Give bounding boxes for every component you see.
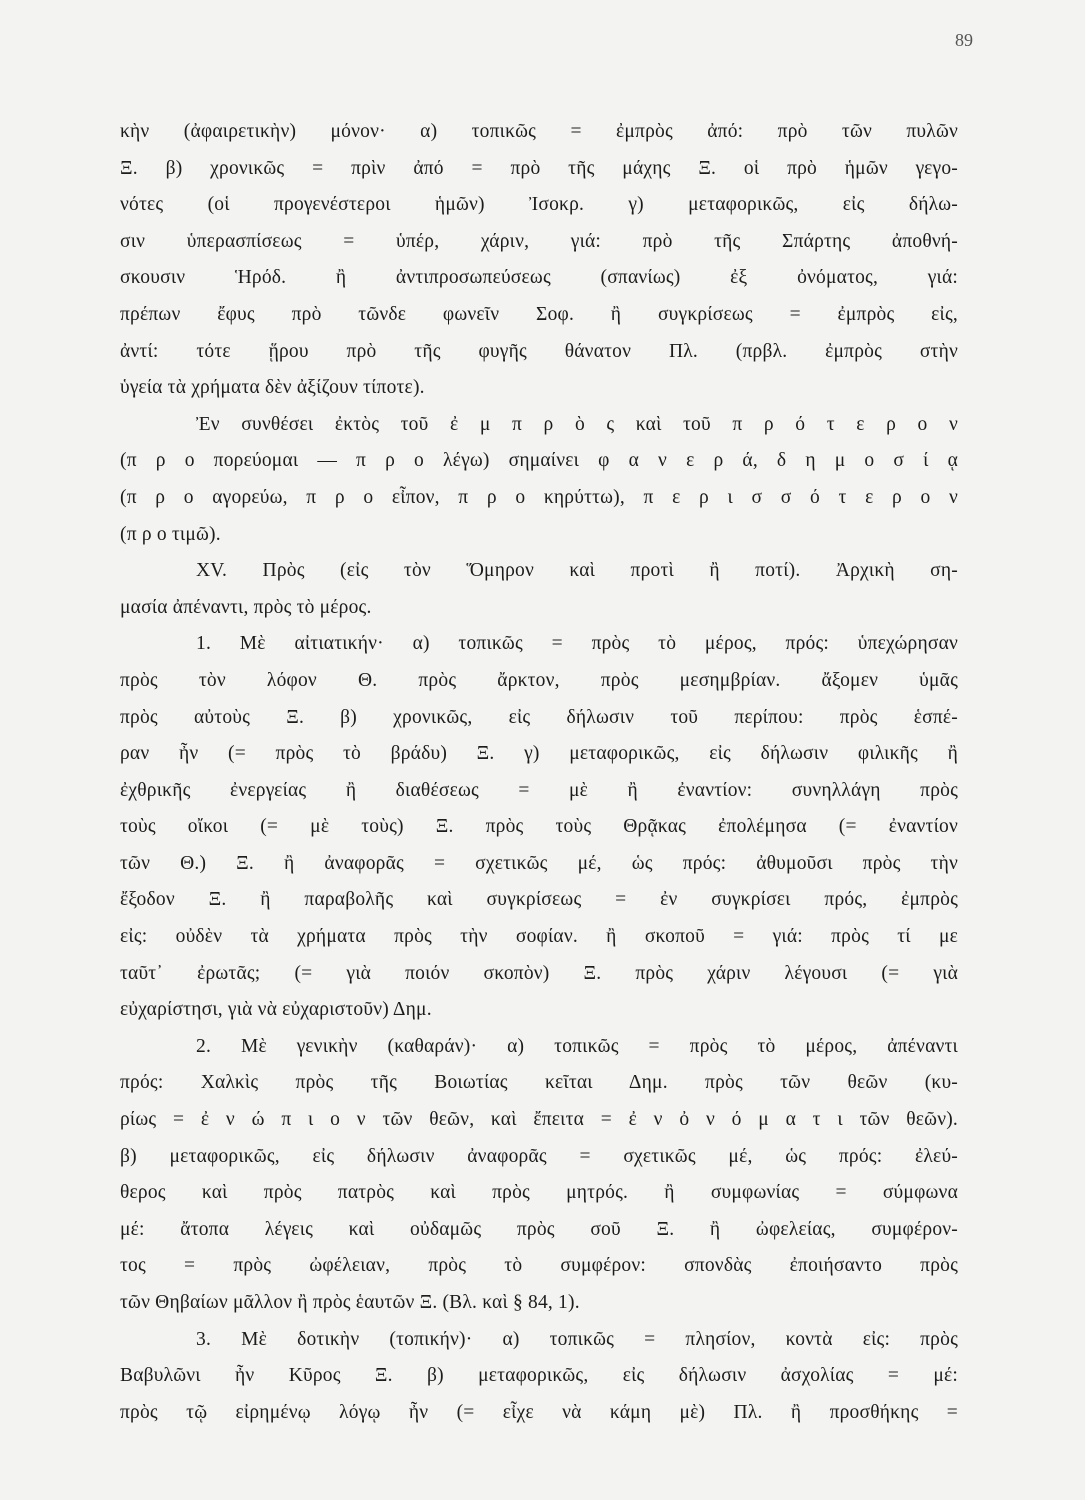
text-line: κὴν (ἀφαιρετικὴν) μόνον· α) τοπικῶς = ἐμπρὸς ἀπό: πρὸ τῶν πυλῶν <box>120 121 958 142</box>
text-line: (π ρ ο πορεύομαι — π ρ ο λέγω) σημαίνει φ α ν ε ρ ά, δ η μ ο σ ί ᾳ <box>120 450 958 472</box>
text-line: Ξ. β) χρονικῶς = πρὶν ἀπό = πρὸ τῆς μάχης Ξ. οἱ πρὸ ἡμῶν γεγο- <box>120 157 958 179</box>
body-text <box>120 114 958 1431</box>
text-line: σιν ὑπερασπίσεως = ὑπέρ, χάριν, γιά: πρὸ τῆς Σπάρτης ἀποθνή- <box>120 230 958 252</box>
text-line: θερος καὶ πρὸς πατρὸς καὶ πρὸς μητρός. ἢ συμφωνίας = σύμφωνα <box>120 1182 958 1204</box>
text-line: Βαβυλῶνι ἦν Κῦρος Ξ. β) μεταφορικῶς, εἰς δήλωσιν ἀσχολίας = μέ: <box>120 1365 958 1387</box>
text-line: πρὸς τῷ εἰρημένῳ λόγῳ ἦν (= εἶχε νὰ κάμη μὲ) Πλ. ἢ προσθήκης = <box>120 1401 958 1423</box>
text-line: β) μεταφορικῶς, εἰς δήλωσιν ἀναφορᾶς = σχετικῶς μέ, ὡς πρός: ἐλεύ- <box>120 1145 958 1167</box>
text-line: τῶν Θ.) Ξ. ἢ ἀναφορᾶς = σχετικῶς μέ, ὡς πρός: ἀθυμοῦσι πρὸς τὴν <box>120 852 958 874</box>
text-line: σκουσιν Ἡρόδ. ἢ ἀντιπροσωπεύσεως (σπανίως) ἐξ ὀνόματος, γιά: <box>120 267 958 289</box>
text-line: ἐχθρικῆς ἐνεργείας ἢ διαθέσεως = μὲ ἢ ἐναντίον: συνηλλάγη πρὸς <box>120 779 958 801</box>
text-line: πρὸς αὐτοὺς Ξ. β) χρονικῶς, εἰς δήλωσιν τοῦ περίπου: πρὸς ἑσπέ- <box>120 706 958 728</box>
text-line: πρός: Χαλκὶς πρὸς τῆς Βοιωτίας κεῖται Δημ. πρὸς τῶν θεῶν (κυ- <box>120 1072 958 1094</box>
text-line: XV. Πρὸς (εἰς τὸν Ὅμηρον καὶ προτὶ ἢ ποτί). Ἀρχικὴ ση- <box>196 560 958 582</box>
text-line: ὑγεία τὰ χρήματα δὲν ἀξίζουν τίποτε). <box>120 377 425 399</box>
text-line: (π ρ ο αγορεύω, π ρ ο εἶπον, π ρ ο κηρύττω), π ε ρ ι σ σ ό τ ε ρ ο ν <box>120 486 958 508</box>
text-line: ρίως = ἐ ν ώ π ι ο ν τῶν θεῶν, καὶ ἔπειτα = ἐ ν ὀ ν ό μ α τ ι τῶν θεῶν). <box>120 1109 958 1131</box>
text-line: ἔξοδον Ξ. ἢ παραβολῆς καὶ συγκρίσεως = ἐν συγκρίσει πρός, ἐμπρὸς <box>120 889 958 911</box>
text-line: ἀντί: τότε ᾕρου πρὸ τῆς φυγῆς θάνατον Πλ. (πρβλ. ἐμπρὸς στὴν <box>120 340 958 362</box>
text-line: 1. Μὲ αἰτιατικήν· α) τοπικῶς = πρὸς τὸ μέρος, πρός: ὑπεχώρησαν <box>196 633 958 655</box>
text-line: πρέπων ἔφυς πρὸ τῶνδε φωνεῖν Σοφ. ἢ συγκρίσεως = ἐμπρὸς εἰς, <box>120 303 958 325</box>
text-line: τῶν Θηβαίων μᾶλλον ἢ πρὸς ἑαυτῶν Ξ. (Βλ. καὶ § 84, 1). <box>120 1292 580 1313</box>
text-line: τοὺς οἴκοι (= μὲ τοὺς) Ξ. πρὸς τοὺς Θρᾷκας ἐπολέμησα (= ἐναντίον <box>120 816 958 838</box>
text-line: ταῦτ᾽ ἐρωτᾶς; (= γιὰ ποιόν σκοπὸν) Ξ. πρὸς χάριν λέγουσι (= γιὰ <box>120 962 958 984</box>
text-line: εἰς: οὐδὲν τὰ χρήματα πρὸς τὴν σοφίαν. ἢ σκοποῦ = γιά: πρὸς τί με <box>120 926 958 948</box>
text-line: μέ: ἄτοπα λέγεις καὶ οὐδαμῶς πρὸς σοῦ Ξ. ἢ ὠφελείας, συμφέρον- <box>120 1218 958 1240</box>
text-line: 3. Μὲ δοτικὴν (τοπικήν)· α) τοπικῶς = πλησίον, κοντὰ εἰς: πρὸς <box>196 1328 958 1350</box>
text-line: τος = πρὸς ὠφέλειαν, πρὸς τὸ συμφέρον: σπονδὰς ἐποιήσαντο πρὸς <box>120 1255 958 1277</box>
text-line: εὐχαρίστησι, γιὰ νὰ εὐχαριστοῦν) Δημ. <box>120 999 432 1021</box>
text-line: Ἐν συνθέσει ἐκτὸς τοῦ ἐ μ π ρ ὸ ς καὶ τοῦ π ρ ό τ ε ρ ο ν <box>196 413 958 435</box>
text-line: πρὸς τὸν λόφον Θ. πρὸς ἄρκτον, πρὸς μεσημβρίαν. ἄξομεν ὑμᾶς <box>120 669 958 691</box>
text-line: νότες (οἱ προγενέστεροι ἡμῶν) Ἰσοκρ. γ) μεταφορικῶς, εἰς δήλω- <box>120 194 958 216</box>
text-line: (π ρ ο τιμῶ). <box>120 523 221 545</box>
text-line: μασία ἀπέναντι, πρὸς τὸ μέρος. <box>120 596 372 618</box>
page-number: 89 <box>955 30 973 50</box>
text-line: 2. Μὲ γενικὴν (καθαράν)· α) τοπικῶς = πρὸς τὸ μέρος, ἀπέναντι <box>196 1035 958 1057</box>
text-line: ραν ἦν (= πρὸς τὸ βράδυ) Ξ. γ) μεταφορικῶς, εἰς δήλωσιν φιλικῆς ἢ <box>120 743 958 765</box>
